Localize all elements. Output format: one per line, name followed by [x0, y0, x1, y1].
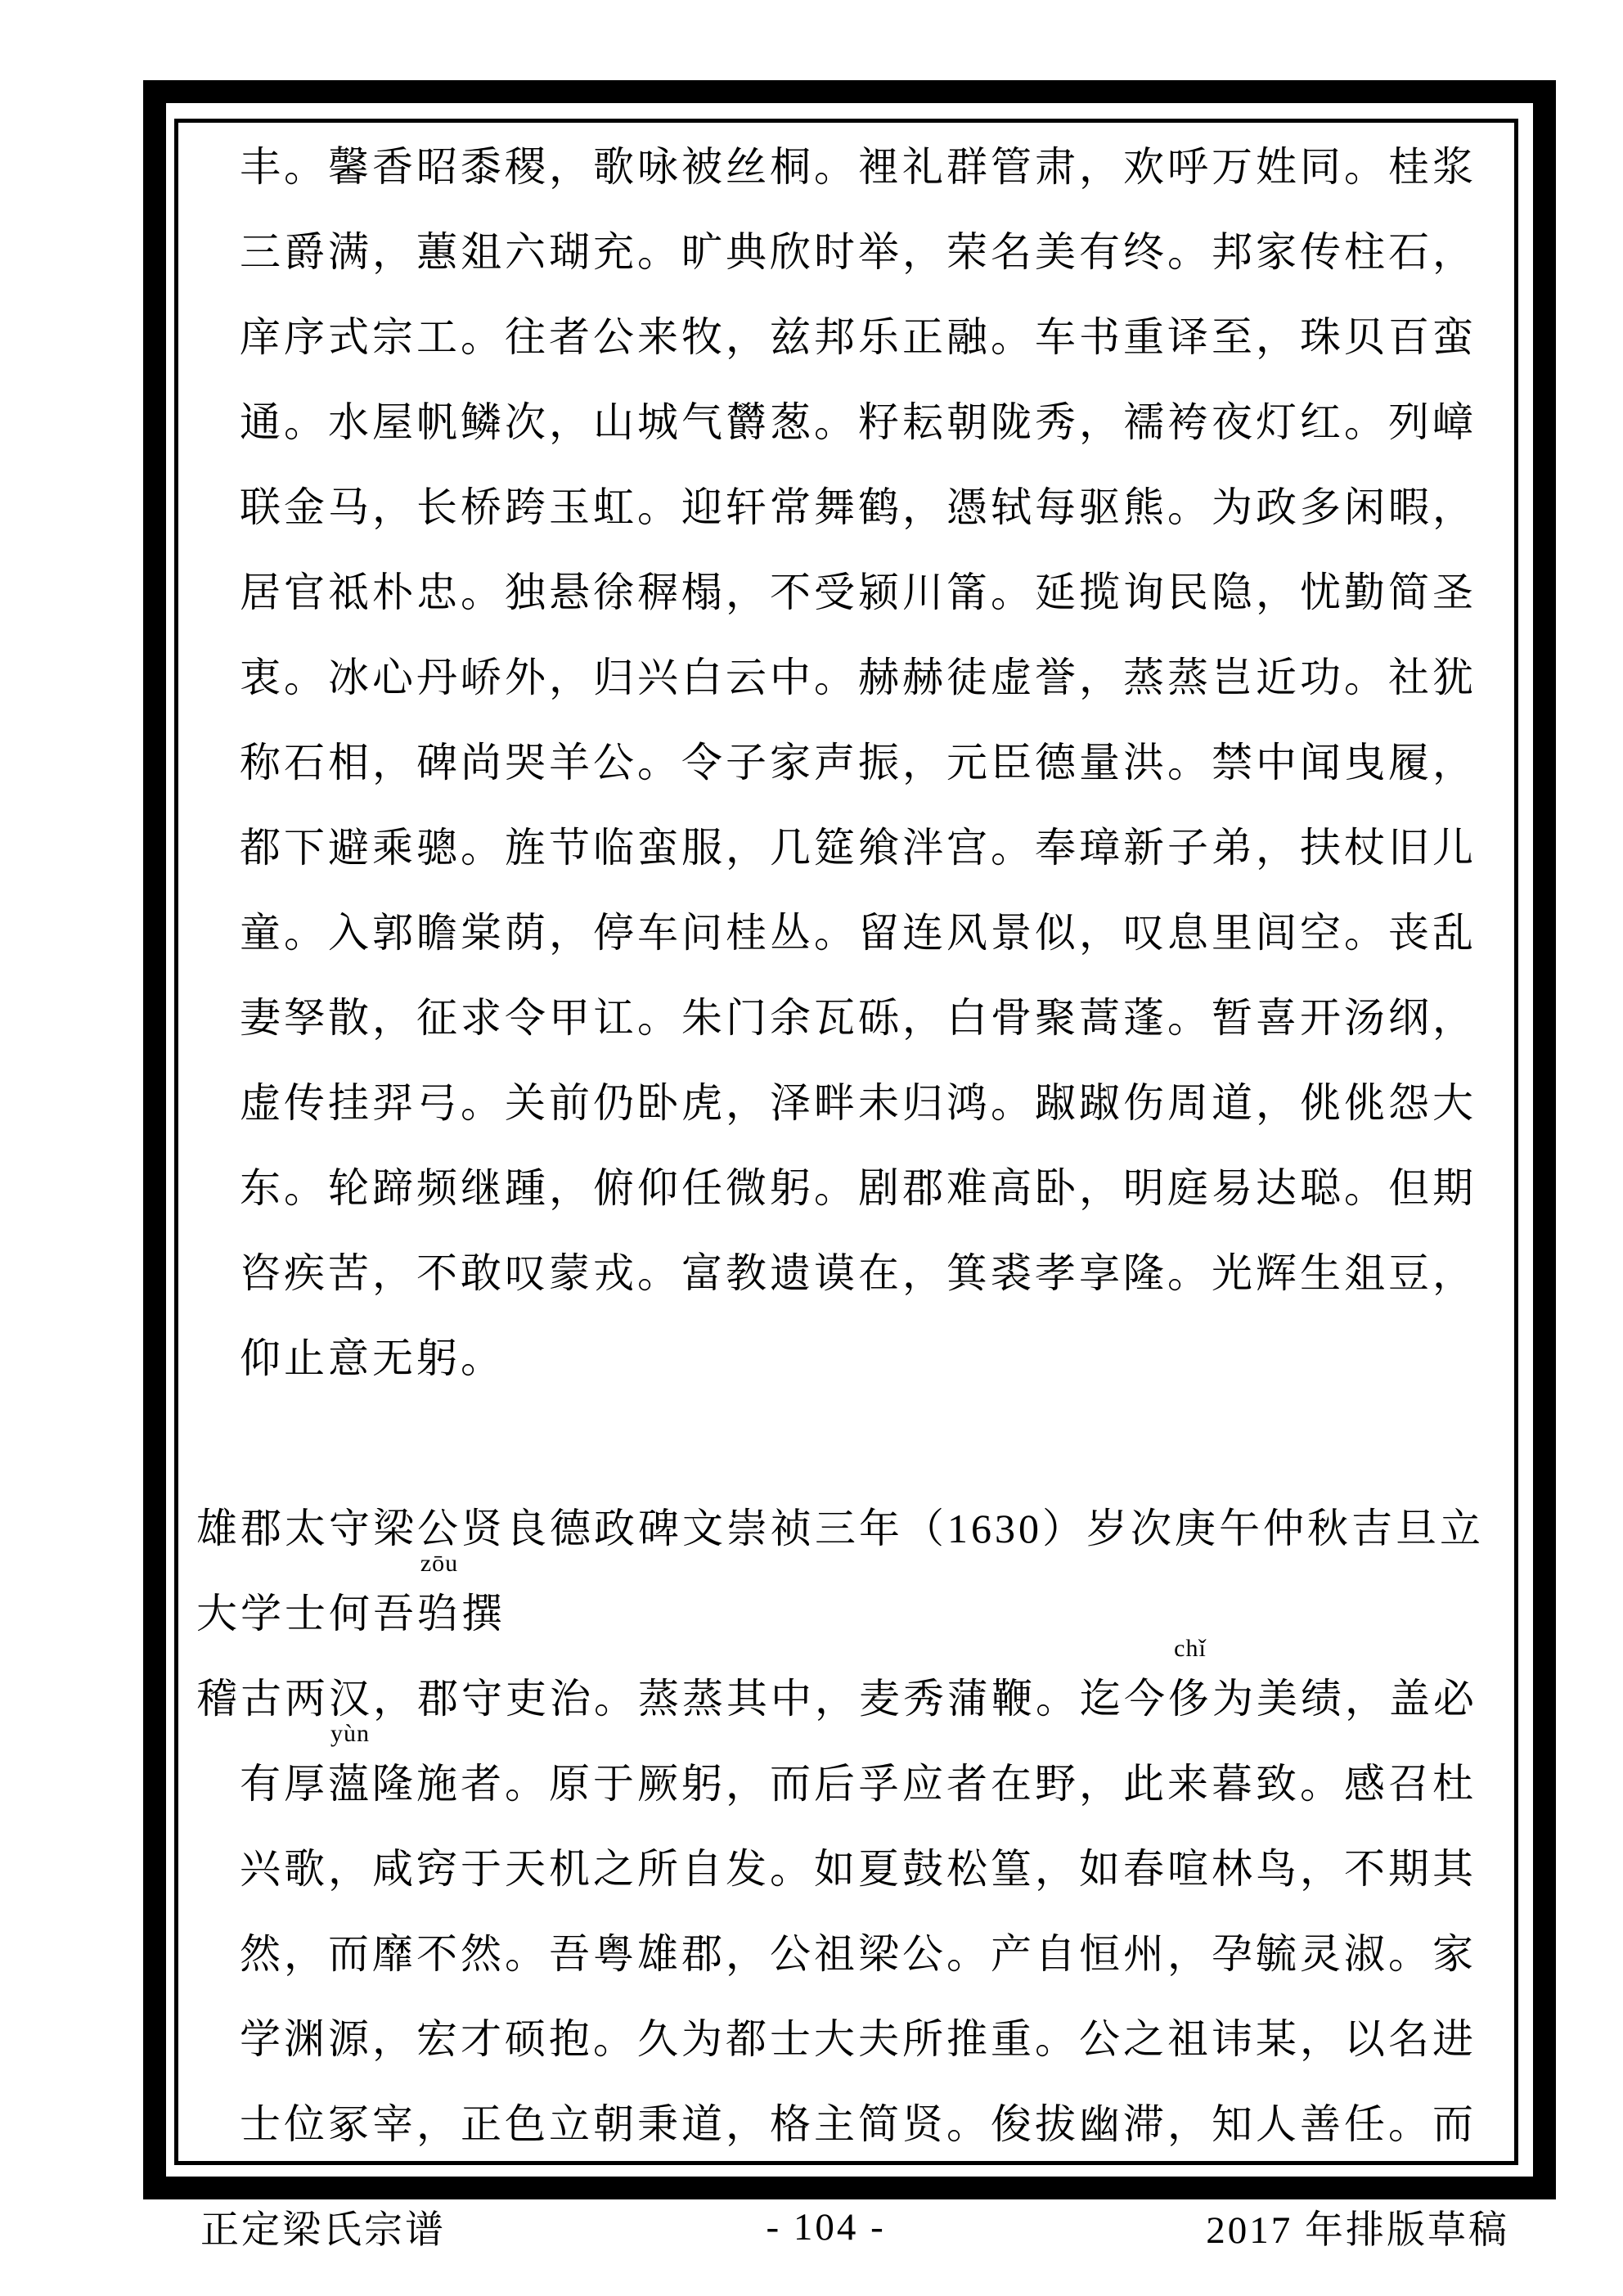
- pinyin-annotation: zōu: [420, 1550, 459, 1577]
- footer-book-title: 正定梁氏宗谱: [200, 2209, 446, 2252]
- essay-line: 学渊源，宏才硕抱。久为都士大夫所推重。公之祖讳某，以名进: [240, 2016, 1477, 2062]
- poem-line: 都下避乘骢。旌节临蛮服，几筵飨泮宫。奉璋新子弟，扶杖旧儿: [240, 825, 1477, 871]
- poem-line: 东。轮蹄频继踵，俯仰任微躬。剧郡难高卧，明庭易达聪。但期: [240, 1165, 1477, 1211]
- poem-line: 联金马，长桥跨玉虹。迎轩常舞鹤，憑轼每驱熊。为政多闲暇，: [240, 484, 1477, 530]
- blank-line: [196, 1398, 1485, 1483]
- poem-line: 居官祗朴忠。独悬徐稺榻，不受颍川筩。延揽询民隐，忧勤简圣: [240, 569, 1477, 615]
- poem-line: 童。入郭瞻棠荫，停车问桂丛。留连风景似，叹息里闾空。丧乱: [240, 910, 1477, 956]
- essay-line: 稽古两汉，郡守吏治。蒸蒸其中，麦秀蒲鞭。迄今 侈 chǐ 为美绩，盖必: [196, 1653, 1485, 1738]
- essay-line: 兴歌，咸窍于天机之所自发。如夏鼓松篁，如春喧林鸟，不期其: [240, 1846, 1477, 1892]
- essay-line: 然，而靡不然。吾粤雄郡，公祖梁公。产自恒州，孕毓灵淑。家: [240, 1931, 1477, 1977]
- poem-line: 丰。馨香昭黍稷，歌咏被丝桐。裡礼群管肃，欢呼万姓同。桂浆: [240, 144, 1477, 190]
- poem-line: 称石相，碑尚哭羊公。令子家声振，元臣德量洪。禁中闻曳履，: [240, 740, 1477, 786]
- footer-edition-note: 2017 年排版草稿: [1206, 2209, 1509, 2252]
- annotated-char: 侈 chǐ: [1168, 1635, 1212, 1722]
- poem-line: 庠序式宗工。往者公来牧，兹邦乐正融。车书重译至，珠贝百蛮: [240, 314, 1477, 360]
- poem-line: 咨疾苦，不敢叹蒙戎。富教遗谟在，箕裘孝享隆。光辉生爼豆，: [240, 1250, 1477, 1296]
- essay-line: 有厚 薀 yùn 隆施者。原于厥躬，而后孚应者在野，此来暮致。感召杜: [196, 1738, 1485, 1823]
- poem-line: 仰止意无躬。: [240, 1335, 505, 1381]
- page-footer: [200, 2199, 1509, 2254]
- poem-line: 衷。冰心丹峤外，归兴白云中。赫赫徒虚誉，蒸蒸岂近功。社犹: [240, 655, 1477, 700]
- poem-line: 通。水屋帆鳞次，山城气欝葱。籽耘朝陇秀，襦袴夜灯红。列嶂: [240, 399, 1477, 445]
- poem-line: 虚传挂羿弓。关前仍卧虎，泽畔未归鸿。踧踧伤周道，佻佻怨大: [240, 1080, 1477, 1126]
- annotated-char: 驺 zōu: [417, 1550, 461, 1636]
- poem-line: 三爵满，蕙爼六瑚充。旷典欣时举，荣名美有终。邦家传柱石，: [240, 229, 1477, 275]
- pinyin-annotation: yùn: [330, 1720, 370, 1747]
- author-byline-line: 大学士何吾 驺 zōu 撰: [196, 1568, 1485, 1653]
- footer-page-number: - 104 -: [766, 2205, 886, 2249]
- annotated-char: 薀 yùn: [328, 1720, 372, 1807]
- pinyin-annotation: chǐ: [1174, 1635, 1207, 1662]
- poem-line: 妻孥散，征求令甲讧。朱门余瓦砾，白骨聚蒿蓬。暂喜开汤纲，: [240, 995, 1477, 1041]
- essay-line: 士位冢宰，正色立朝秉道，格主简贤。俊拔幽滞，知人善任。而: [240, 2101, 1477, 2147]
- page-content: [196, 121, 1485, 2163]
- stele-title-line: 雄郡太守梁公贤良德政碑文崇祯三年（1630）岁次庚午仲秋吉旦立: [196, 1506, 1484, 1551]
